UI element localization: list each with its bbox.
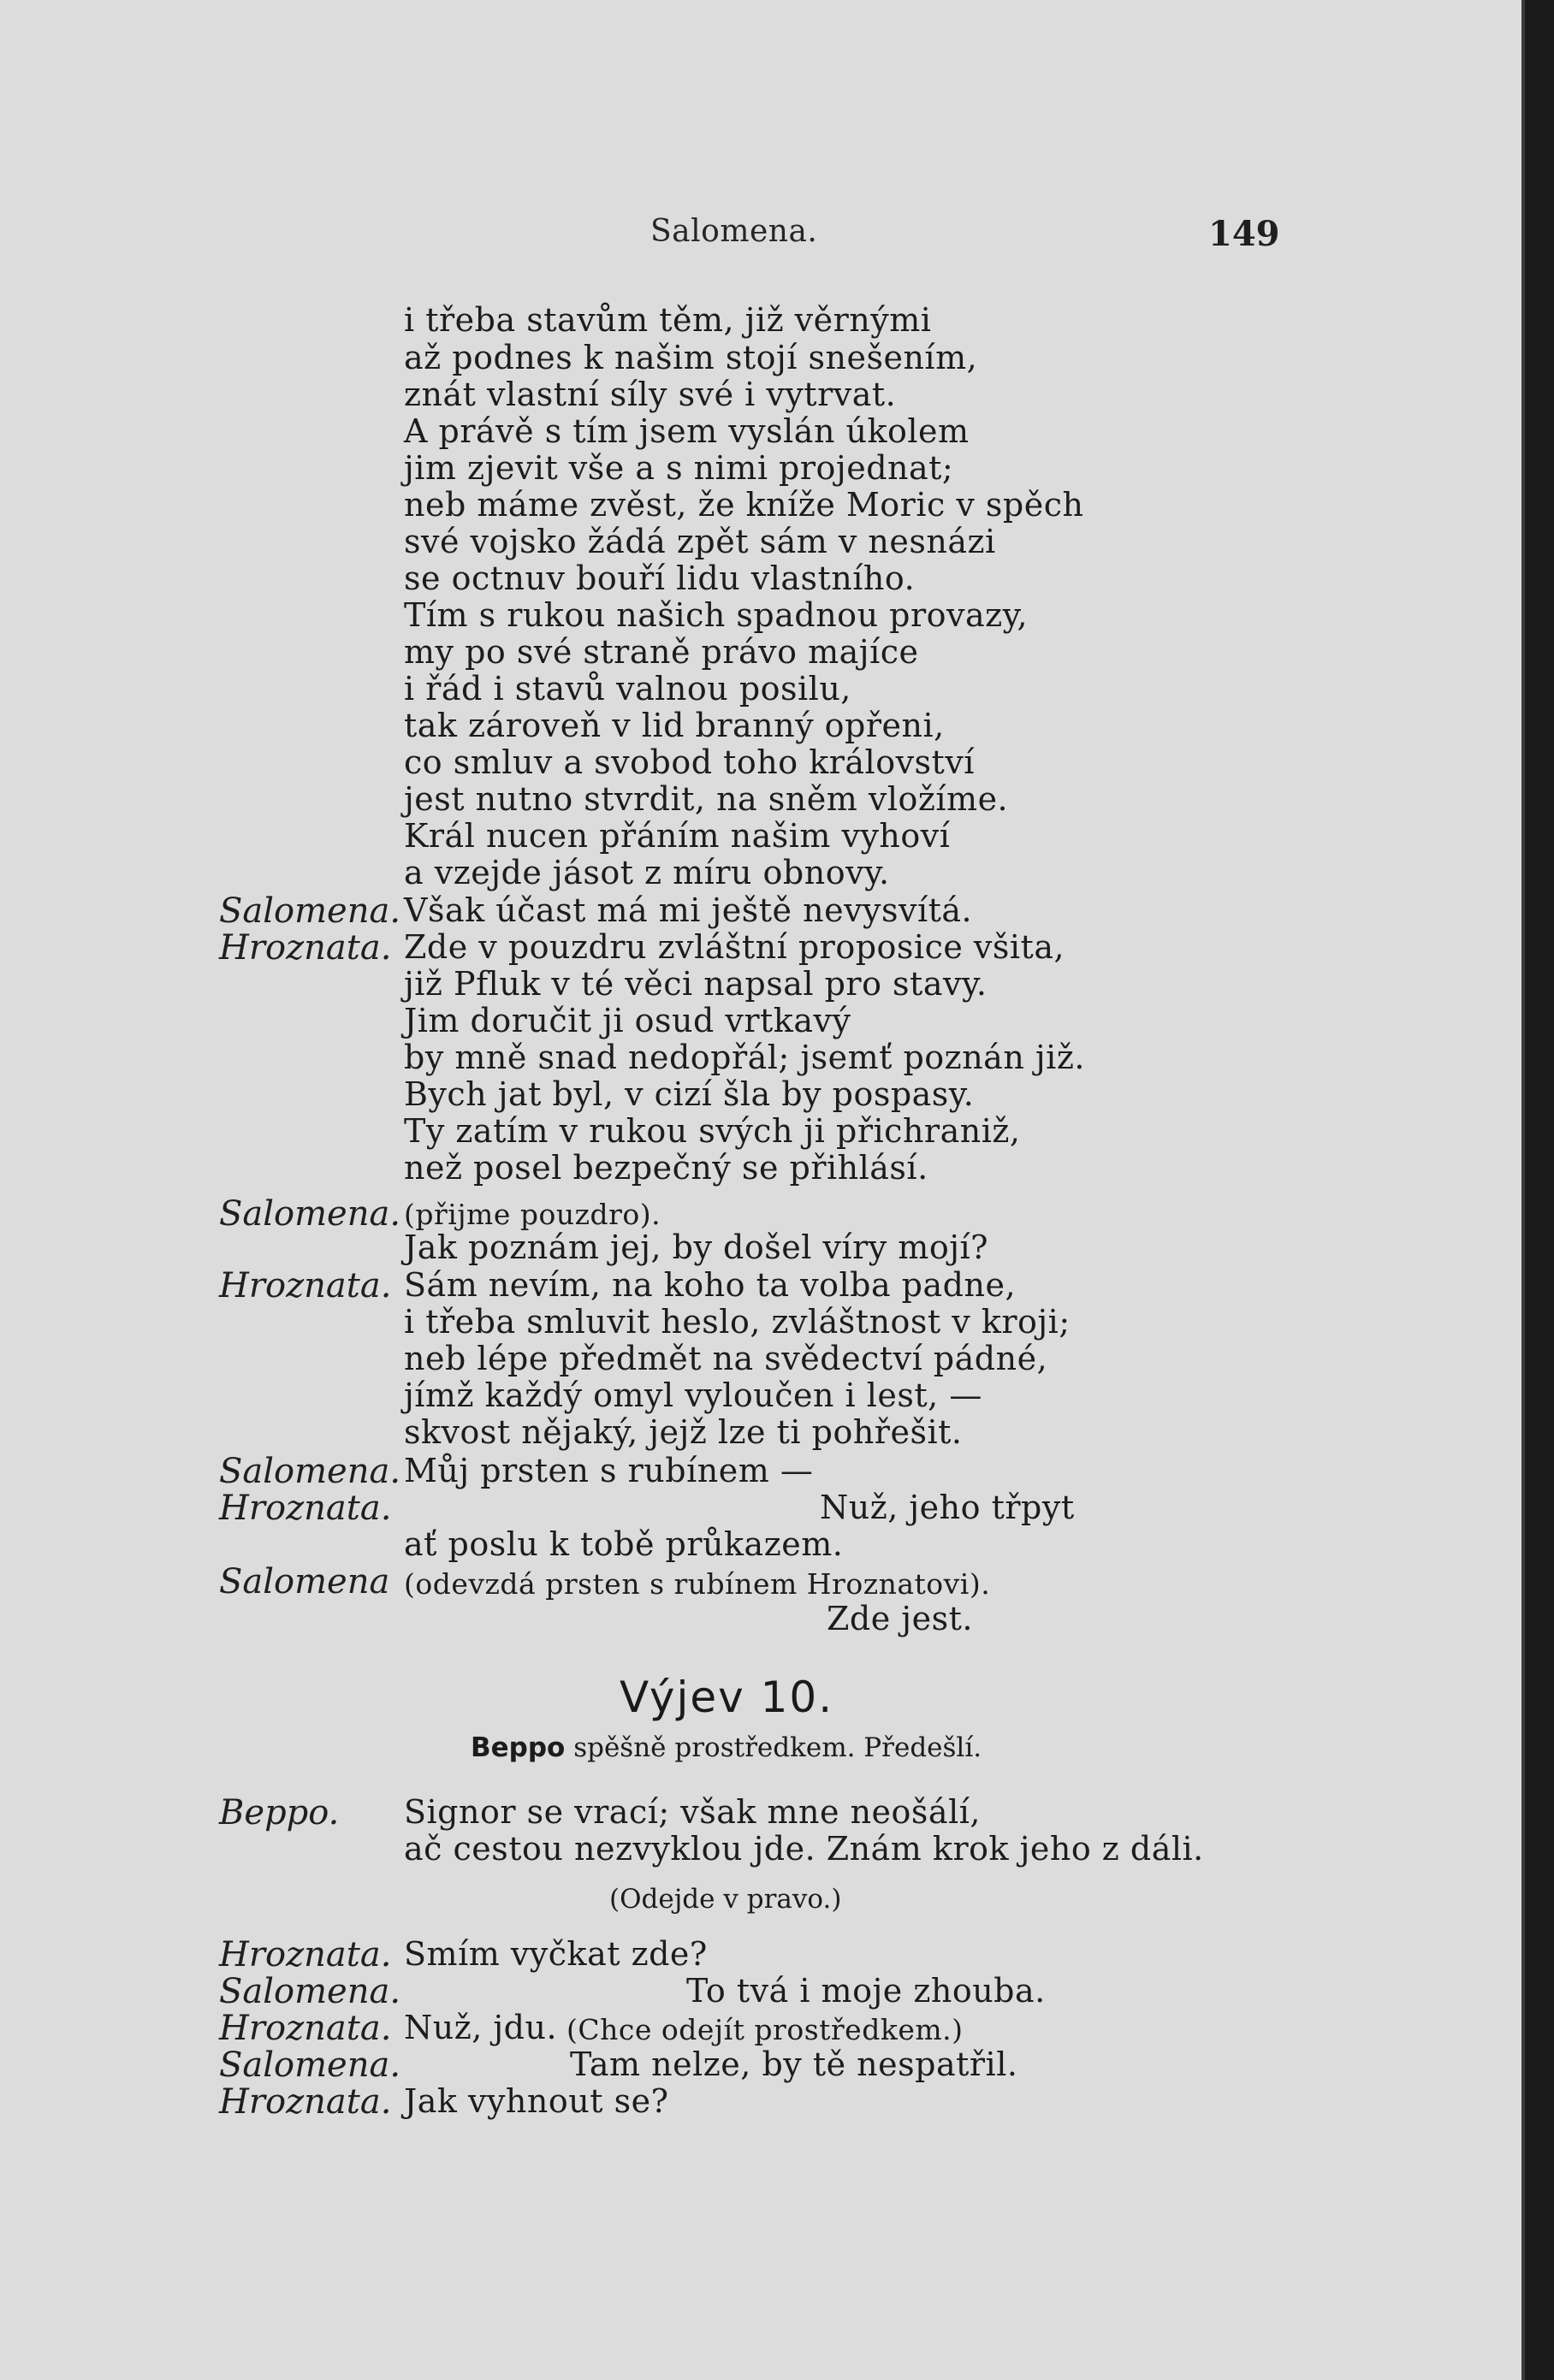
speaker-label: Salomena. xyxy=(219,891,401,931)
speaker-label: Hroznata. xyxy=(219,1935,392,1974)
verse-line: jim zjevit vše a s nimi projednat; xyxy=(404,449,954,487)
verse-line: neb lépe předmět na svědectví pádné, xyxy=(404,1340,1048,1377)
verse-line: Zde v pouzdru zvláštní proposice všita, xyxy=(404,928,1065,966)
verse-line: To tvá i moje zhouba. xyxy=(686,1972,1046,2010)
speaker-label: Hroznata. xyxy=(219,1489,392,1528)
verse-line: Bych jat byl, v cizí šla by pospasy. xyxy=(404,1075,975,1113)
verse-line: Zde jest. xyxy=(827,1600,973,1637)
verse-line: i třeba smluvit heslo, zvláštnost v kroji; xyxy=(404,1303,1071,1341)
verse-line: tak zároveň v lid branný opřeni, xyxy=(404,707,945,744)
verse-line: a vzejde jásot z míru obnovy. xyxy=(404,854,890,891)
speaker-label: Hroznata. xyxy=(219,928,392,968)
verse-line: by mně snad nedopřál; jsemť poznán již. xyxy=(404,1039,1085,1076)
verse-line: Král nucen přáním našim vyhoví xyxy=(404,817,951,855)
verse-line: jímž každý omyl vyloučen i lest, — xyxy=(404,1376,982,1414)
stage-direction: (přijme pouzdro). xyxy=(404,1198,661,1231)
scene-subtitle-name: Beppo xyxy=(471,1732,566,1763)
speaker-label: Hroznata. xyxy=(219,2009,392,2048)
verse-line: Smím vyčkat zde? xyxy=(404,1935,708,1973)
speaker-label: Hroznata. xyxy=(219,2082,392,2122)
verse-line: Signor se vrací; však mne neošálí, xyxy=(404,1793,981,1831)
speaker-label: Hroznata. xyxy=(219,1266,392,1305)
page-number: 149 xyxy=(1208,214,1280,254)
stage-direction: (Chce odejít prostředkem.) xyxy=(566,2013,964,2046)
scene-subtitle xyxy=(471,1732,982,1763)
speaker-label: Salomena. xyxy=(219,1972,401,2011)
verse-line: jest nutno stvrdit, na sněm vložíme. xyxy=(404,780,1009,818)
verse-line: již Pfluk v té věci napsal pro stavy. xyxy=(404,965,988,1003)
verse-line: Jak vyhnout se? xyxy=(404,2082,669,2120)
verse-line: Však účast má mi ještě nevysvítá. xyxy=(404,891,973,929)
verse-line: Tím s rukou našich spadnou provazy, xyxy=(404,596,1029,634)
verse-line: Ty zatím v rukou svých ji přichraniž, xyxy=(404,1112,1021,1150)
speaker-label: Salomena. xyxy=(219,1452,401,1491)
verse-line: ač cestou nezvyklou jde. Znám krok jeho z dáli. xyxy=(404,1830,1204,1868)
verse-line: ať poslu k tobě průkazem. xyxy=(404,1525,844,1563)
verse-line: až podnes k našim stojí snešením, xyxy=(404,339,978,376)
speaker-label: Salomena. xyxy=(219,2045,401,2085)
verse-line: Jim doručit ji osud vrtkavý xyxy=(404,1002,851,1039)
speaker-label: Salomena. xyxy=(219,1194,401,1234)
verse-line: Sám nevím, na koho ta volba padne, xyxy=(404,1266,1017,1304)
stage-direction: (Odejde v pravo.) xyxy=(609,1884,842,1915)
scene-title: Výjev 10. xyxy=(620,1673,834,1722)
verse-line: i řád i stavů valnou posilu, xyxy=(404,670,851,707)
verse-line: Nuž, jdu. xyxy=(404,2009,558,2046)
verse-line: znát vlastní síly své i vytrvat. xyxy=(404,376,897,413)
scene-subtitle-text: spěšně prostředkem. Předešlí. xyxy=(565,1732,982,1763)
verse-line: než posel bezpečný se přihlásí. xyxy=(404,1149,928,1187)
verse-line: neb máme zvěst, že kníže Moric v spěch xyxy=(404,486,1084,524)
verse-line: se octnuv bouří lidu vlastního. xyxy=(404,559,916,597)
verse-line: A právě s tím jsem vyslán úkolem xyxy=(404,412,970,450)
verse-line: Nuž, jeho třpyt xyxy=(820,1489,1075,1526)
verse-line: i třeba stavům těm, již věrnými xyxy=(404,301,932,339)
verse-line: Tam nelze, by tě nespatřil. xyxy=(570,2045,1018,2083)
stage-direction: (odevzdá prsten s rubínem Hroznatovi). xyxy=(404,1567,991,1601)
running-header: Salomena. xyxy=(650,214,818,249)
verse-line: Můj prsten s rubínem — xyxy=(404,1452,814,1489)
verse-line: skvost nějaký, jejž lze ti pohřešit. xyxy=(404,1413,963,1451)
verse-line: své vojsko žádá zpět sám v nesnázi xyxy=(404,523,996,560)
verse-line: Jak poznám jej, by došel víry mojí? xyxy=(404,1228,989,1266)
speaker-label: Beppo. xyxy=(219,1793,340,1832)
verse-line: my po své straně právo majíce xyxy=(404,633,919,671)
verse-line: co smluv a svobod toho království xyxy=(404,743,975,781)
speaker-label: Salomena xyxy=(219,1562,390,1601)
